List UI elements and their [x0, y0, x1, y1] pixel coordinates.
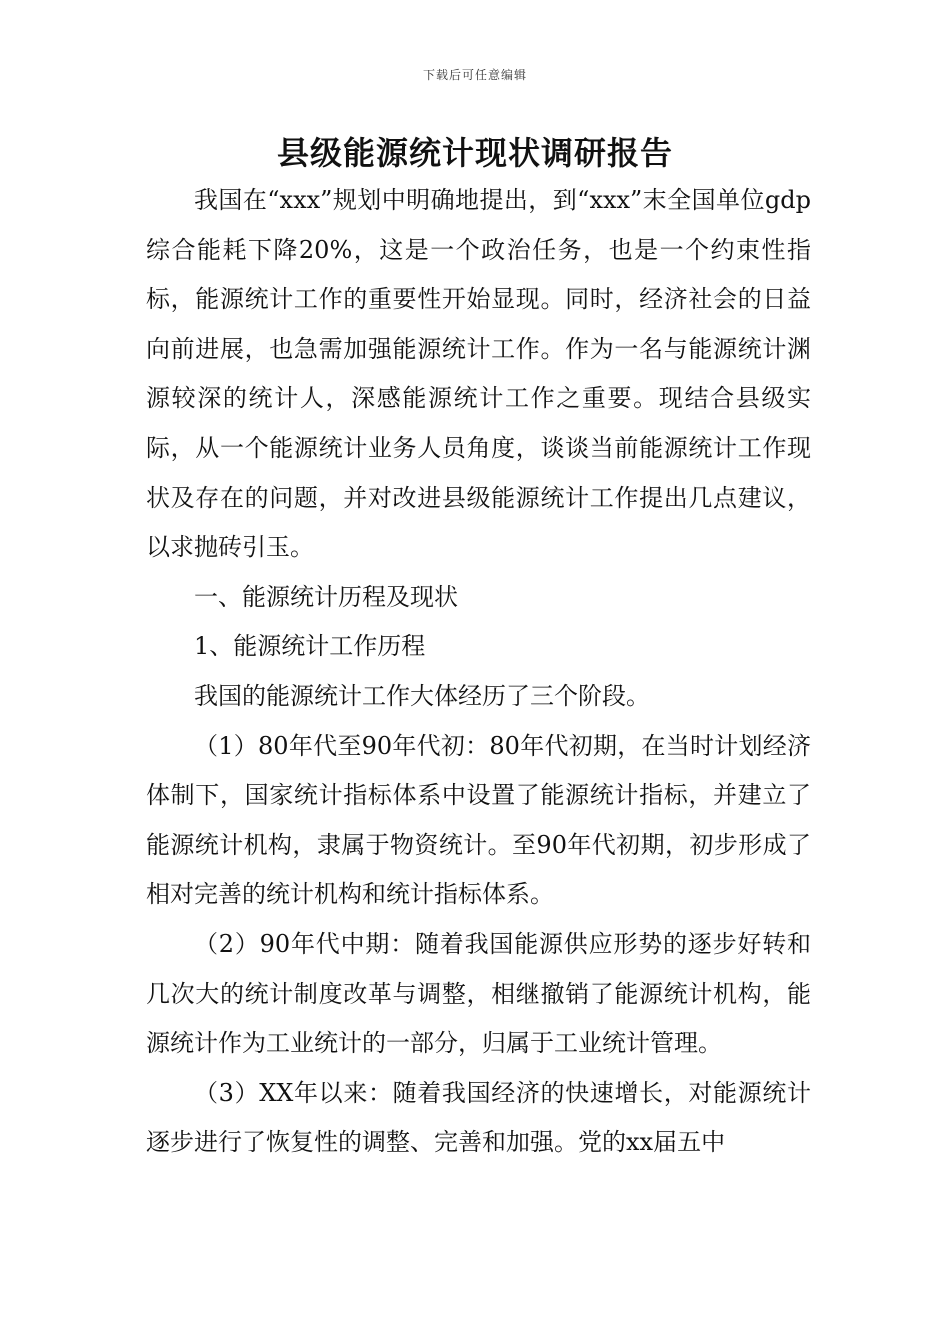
- paragraph: 我国的能源统计工作大体经历了三个阶段。: [194, 681, 650, 710]
- paragraph-stage-1: （1）80年代至90年代初：80年代初期，在当时计划经济体制下，国家统计指标体系中设置了能源统计指标，并建立了能源统计机构，隶属于物资统计。至90年代初期，初步形成了相对完善的统计机构和统计指标体系。: [146, 731, 811, 909]
- paragraph-stage-2: （2）90年代中期：随着我国能源供应形势的逐步好转和几次大的统计制度改革与调整，相继撤销了能源统计机构，能源统计作为工业统计的一部分，归属于工业统计管理。: [146, 929, 811, 1058]
- paragraph-intro: 我国在“xxx”规划中明确地提出，到“xxx”末全国单位gdp综合能耗下降20%，这是一个政治任务，也是一个约束性指标，能源统计工作的重要性开始显现。同时，经济社会的日益向前进展，也急需加强能源统计工作。作为一名与能源统计渊源较深的统计人，深感能源统计工作之重要。现结合县级实际，从一个能源统计业务人员角度，谈谈当前能源统计工作现状及存在的问题，并对改进县级能源统计工作提出几点建议，以求抛砖引玉。: [146, 186, 811, 562]
- section-heading: 一、能源统计历程及现状: [194, 582, 458, 611]
- paragraph-stage-3: （3）XX年以来：随着我国经济的快速增长，对能源统计逐步进行了恢复性的调整、完善和加强。党的xx届五中: [146, 1078, 811, 1157]
- document-title: 县级能源统计现状调研报告: [276, 134, 673, 172]
- subsection-heading: 1、能源统计工作历程: [194, 632, 426, 661]
- document-body: [146, 176, 811, 1168]
- header-note: 下载后可任意编辑: [422, 68, 527, 82]
